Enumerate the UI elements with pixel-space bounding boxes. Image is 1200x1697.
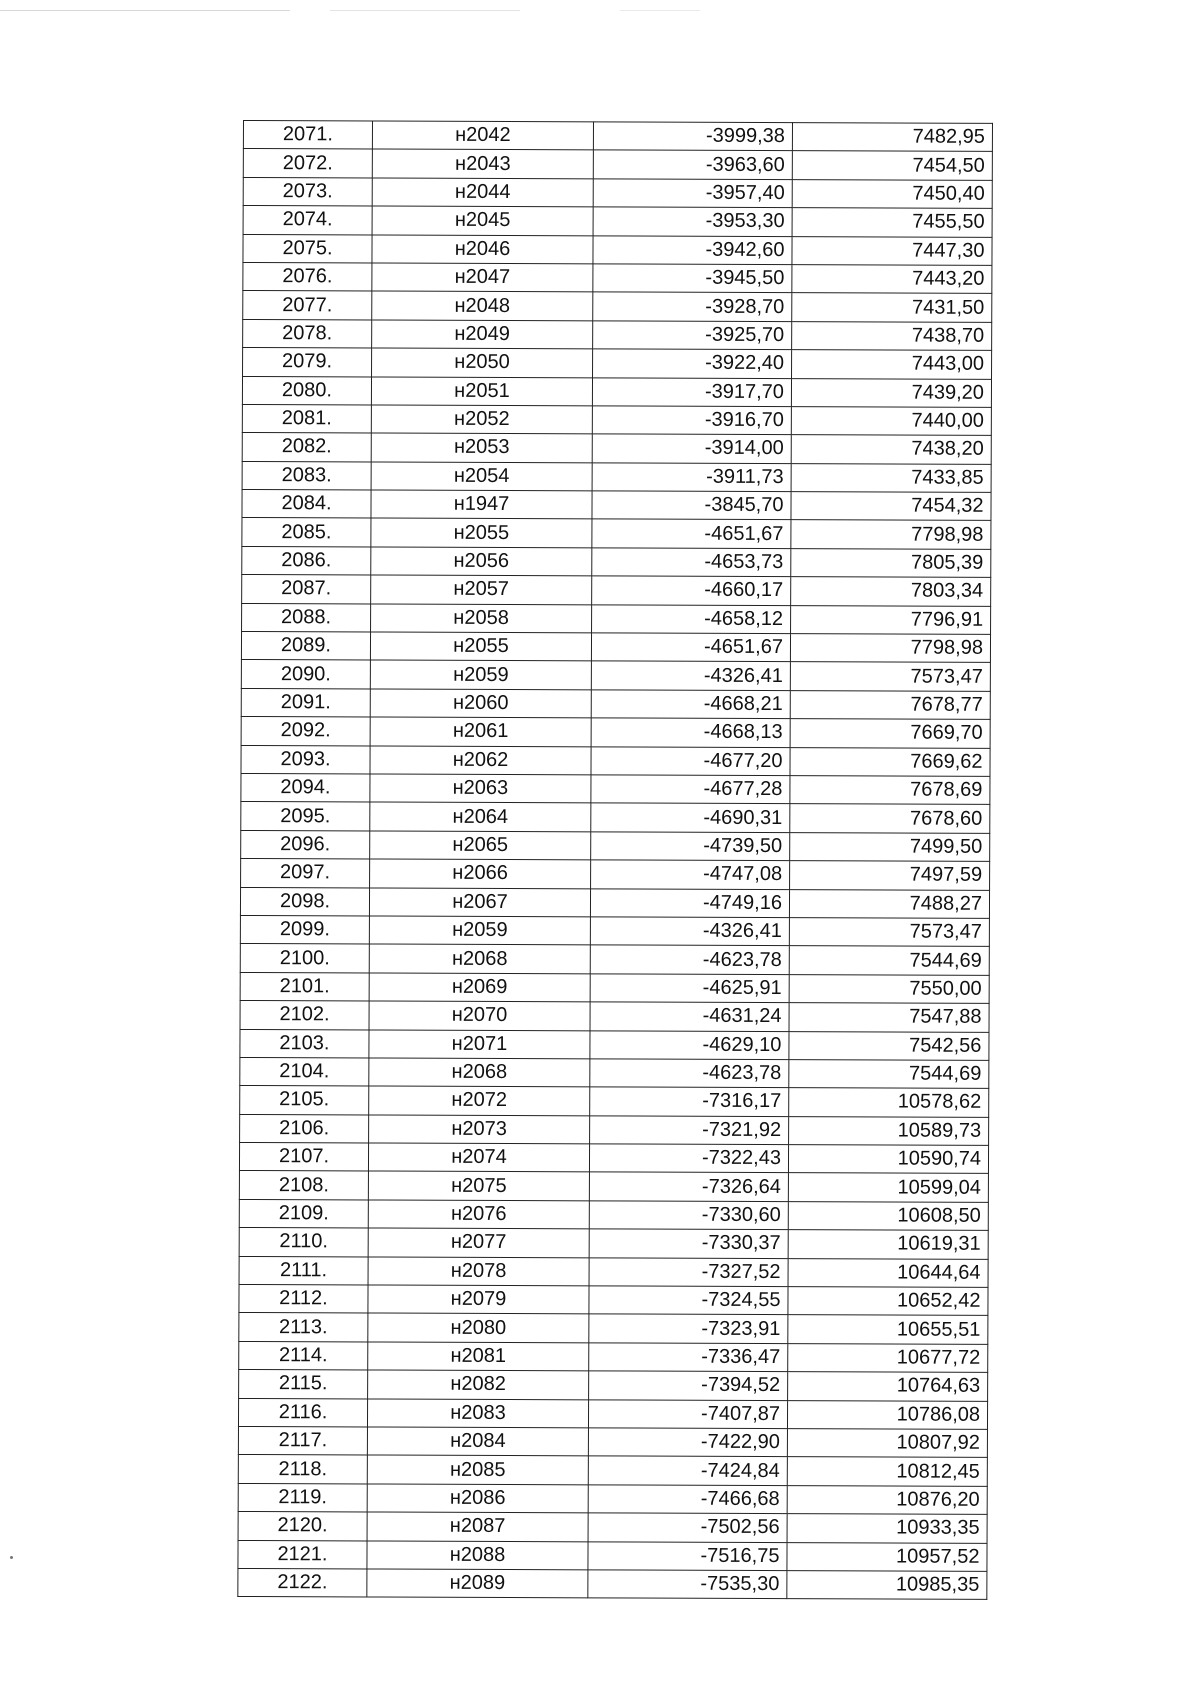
y-coordinate-cell: 7455,50 — [792, 208, 992, 237]
row-number-cell: 2104. — [240, 1057, 369, 1086]
x-coordinate-cell: -4660,17 — [592, 576, 791, 605]
row-number-cell: 2095. — [241, 802, 370, 831]
row-number-cell: 2073. — [243, 177, 372, 206]
y-coordinate-cell: 7547,88 — [789, 1003, 989, 1032]
x-coordinate-cell: -4651,67 — [592, 519, 791, 548]
row-number-cell: 2075. — [243, 234, 372, 263]
row-number-cell: 2084. — [242, 490, 371, 519]
point-name-cell: н2064 — [370, 802, 591, 831]
point-name-cell: н2086 — [367, 1484, 588, 1513]
x-coordinate-cell: -7407,87 — [588, 1399, 787, 1428]
x-coordinate-cell: -4749,16 — [590, 888, 789, 917]
y-coordinate-cell: 7542,56 — [789, 1031, 989, 1060]
x-coordinate-cell: -4326,41 — [590, 917, 789, 946]
table-row — [240, 1057, 989, 1088]
x-coordinate-cell: -4623,78 — [590, 1059, 789, 1088]
point-name-cell: н2083 — [367, 1399, 588, 1428]
y-coordinate-cell: 7438,70 — [792, 321, 992, 350]
table-row — [240, 1029, 989, 1060]
row-number-cell: 2085. — [242, 518, 371, 547]
x-coordinate-cell: -7327,52 — [589, 1257, 788, 1286]
x-coordinate-cell: -7516,75 — [588, 1541, 787, 1570]
table-row — [239, 1313, 988, 1344]
y-coordinate-cell: 7678,60 — [790, 804, 990, 833]
point-name-cell: н2055 — [370, 632, 591, 661]
y-coordinate-cell: 7439,20 — [791, 378, 991, 407]
y-coordinate-cell: 10619,31 — [788, 1230, 988, 1259]
point-name-cell: н2076 — [368, 1200, 589, 1229]
x-coordinate-cell: -7326,64 — [589, 1172, 788, 1201]
y-coordinate-cell: 7454,32 — [791, 492, 991, 521]
table-row — [239, 1171, 988, 1202]
point-name-cell: н2043 — [372, 149, 593, 178]
y-coordinate-cell: 10608,50 — [788, 1201, 988, 1230]
y-coordinate-cell: 7440,00 — [791, 407, 991, 436]
x-coordinate-cell: -7424,84 — [588, 1456, 787, 1485]
y-coordinate-cell: 10933,35 — [787, 1514, 987, 1543]
table-row — [243, 121, 992, 152]
x-coordinate-cell: -7502,56 — [588, 1513, 787, 1542]
point-name-cell: н2049 — [372, 320, 593, 349]
x-coordinate-cell: -7330,60 — [589, 1201, 788, 1230]
point-name-cell: н2072 — [369, 1086, 590, 1115]
table-row — [239, 1256, 988, 1287]
table-row — [238, 1483, 987, 1514]
table-row — [239, 1341, 988, 1372]
y-coordinate-cell: 7499,50 — [790, 832, 990, 861]
x-coordinate-cell: -4631,24 — [590, 1002, 789, 1031]
point-name-cell: н2059 — [370, 660, 591, 689]
y-coordinate-cell: 7443,00 — [792, 350, 992, 379]
point-name-cell: н2070 — [369, 1001, 590, 1030]
table-row — [242, 433, 991, 464]
y-coordinate-cell: 10652,42 — [788, 1287, 988, 1316]
y-coordinate-cell: 7544,69 — [789, 1059, 989, 1088]
x-coordinate-cell: -3914,00 — [592, 434, 791, 463]
row-number-cell: 2086. — [242, 546, 371, 575]
point-name-cell: н2052 — [371, 405, 592, 434]
table-row — [242, 490, 991, 521]
x-coordinate-cell: -7336,47 — [589, 1343, 788, 1372]
table-row — [242, 461, 991, 492]
x-coordinate-cell: -3916,70 — [592, 406, 791, 435]
y-coordinate-cell: 7443,20 — [792, 265, 992, 294]
point-name-cell: н2042 — [372, 121, 593, 150]
point-name-cell: н2060 — [370, 689, 591, 718]
point-name-cell: н2068 — [369, 944, 590, 973]
y-coordinate-cell: 7798,98 — [790, 634, 990, 663]
row-number-cell: 2094. — [241, 773, 370, 802]
y-coordinate-cell: 7798,98 — [791, 520, 991, 549]
y-coordinate-cell: 7431,50 — [792, 293, 992, 322]
table-row — [242, 376, 991, 407]
x-coordinate-cell: -7321,92 — [590, 1116, 789, 1145]
y-coordinate-cell: 10590,74 — [788, 1145, 988, 1174]
table-row — [241, 660, 990, 691]
x-coordinate-cell: -4653,73 — [592, 548, 791, 577]
row-number-cell: 2121. — [238, 1540, 367, 1569]
table-row — [239, 1285, 988, 1316]
point-name-cell: н2054 — [371, 462, 592, 491]
row-number-cell: 2101. — [240, 972, 369, 1001]
y-coordinate-cell: 7433,85 — [791, 463, 991, 492]
x-coordinate-cell: -4625,91 — [590, 974, 789, 1003]
x-coordinate-cell: -7316,17 — [590, 1087, 789, 1116]
y-coordinate-cell: 10786,08 — [787, 1400, 987, 1429]
point-name-cell: н2062 — [370, 746, 591, 775]
row-number-cell: 2088. — [242, 603, 371, 632]
x-coordinate-cell: -7324,55 — [589, 1286, 788, 1315]
point-name-cell: н2077 — [368, 1228, 589, 1257]
table-row — [242, 575, 991, 606]
row-number-cell: 2111. — [239, 1256, 368, 1285]
point-name-cell: н2071 — [369, 1029, 590, 1058]
table-row — [238, 1512, 987, 1543]
y-coordinate-cell: 10655,51 — [788, 1315, 988, 1344]
row-number-cell: 2093. — [241, 745, 370, 774]
y-coordinate-cell: 7450,40 — [792, 179, 992, 208]
row-number-cell: 2089. — [241, 632, 370, 661]
table-row — [242, 603, 991, 634]
x-coordinate-cell: -4668,13 — [591, 718, 790, 747]
row-number-cell: 2081. — [242, 404, 371, 433]
point-name-cell: н2068 — [369, 1058, 590, 1087]
row-number-cell: 2083. — [242, 461, 371, 490]
x-coordinate-cell: -3911,73 — [592, 463, 791, 492]
point-name-cell: н2065 — [370, 831, 591, 860]
x-coordinate-cell: -3945,50 — [593, 264, 792, 293]
row-number-cell: 2116. — [238, 1398, 367, 1427]
y-coordinate-cell: 7796,91 — [791, 605, 991, 634]
x-coordinate-cell: -4651,67 — [591, 633, 790, 662]
table-row — [238, 1398, 987, 1429]
y-coordinate-cell: 7488,27 — [789, 889, 989, 918]
point-name-cell: н2073 — [369, 1115, 590, 1144]
point-name-cell: н2080 — [368, 1313, 589, 1342]
y-coordinate-cell: 7438,20 — [791, 435, 991, 464]
y-coordinate-cell: 7805,39 — [791, 548, 991, 577]
coordinates-table-body — [238, 121, 993, 1600]
row-number-cell: 2092. — [241, 717, 370, 746]
y-coordinate-cell: 7678,77 — [790, 690, 990, 719]
y-coordinate-cell: 7482,95 — [792, 123, 992, 152]
x-coordinate-cell: -4690,31 — [591, 803, 790, 832]
table-row — [240, 887, 989, 918]
table-row — [243, 291, 992, 322]
x-coordinate-cell: -7323,91 — [589, 1314, 788, 1343]
table-row — [242, 404, 991, 435]
y-coordinate-cell: 7550,00 — [789, 974, 989, 1003]
point-name-cell: н2055 — [371, 518, 592, 547]
x-coordinate-cell: -3999,38 — [593, 122, 792, 151]
table-row — [239, 1143, 988, 1174]
x-coordinate-cell: -7422,90 — [588, 1428, 787, 1457]
point-name-cell: н2057 — [371, 575, 592, 604]
table-row — [243, 177, 992, 208]
x-coordinate-cell: -4326,41 — [591, 661, 790, 690]
x-coordinate-cell: -4629,10 — [590, 1030, 789, 1059]
table-row — [238, 1455, 987, 1486]
point-name-cell: н2044 — [372, 178, 593, 207]
y-coordinate-cell: 7573,47 — [790, 662, 990, 691]
table-row — [241, 802, 990, 833]
table-row — [243, 149, 992, 180]
point-name-cell: н2081 — [368, 1342, 589, 1371]
row-number-cell: 2113. — [239, 1313, 368, 1342]
x-coordinate-cell: -4668,21 — [591, 690, 790, 719]
x-coordinate-cell: -7394,52 — [589, 1371, 788, 1400]
table-row — [242, 518, 991, 549]
row-number-cell: 2106. — [240, 1114, 369, 1143]
y-coordinate-cell: 10589,73 — [789, 1116, 989, 1145]
row-number-cell: 2080. — [242, 376, 371, 405]
table-row — [241, 859, 990, 890]
table-row — [239, 1199, 988, 1230]
row-number-cell: 2087. — [242, 575, 371, 604]
y-coordinate-cell: 10812,45 — [787, 1457, 987, 1486]
table-row — [240, 915, 989, 946]
table-row — [239, 1370, 988, 1401]
table-row — [241, 745, 990, 776]
row-number-cell: 2102. — [240, 1001, 369, 1030]
point-name-cell: н2051 — [371, 377, 592, 406]
point-name-cell: н2082 — [368, 1370, 589, 1399]
x-coordinate-cell: -7330,37 — [589, 1229, 788, 1258]
y-coordinate-cell: 10644,64 — [788, 1258, 988, 1287]
y-coordinate-cell: 7803,34 — [791, 577, 991, 606]
table-row — [240, 972, 989, 1003]
table-row — [239, 1228, 988, 1259]
table-row — [242, 546, 991, 577]
point-name-cell: н2059 — [369, 916, 590, 945]
x-coordinate-cell: -7535,30 — [588, 1570, 787, 1599]
point-name-cell: н2089 — [367, 1569, 588, 1598]
x-coordinate-cell: -7466,68 — [588, 1485, 787, 1514]
row-number-cell: 2114. — [239, 1341, 368, 1370]
row-number-cell: 2109. — [239, 1199, 368, 1228]
point-name-cell: н2048 — [372, 291, 593, 320]
table-row — [238, 1426, 987, 1457]
row-number-cell: 2115. — [239, 1370, 368, 1399]
row-number-cell: 2098. — [240, 887, 369, 916]
row-number-cell: 2072. — [243, 149, 372, 178]
y-coordinate-cell: 7447,30 — [792, 236, 992, 265]
x-coordinate-cell: -7322,43 — [589, 1144, 788, 1173]
x-coordinate-cell: -4747,08 — [591, 860, 790, 889]
row-number-cell: 2105. — [240, 1086, 369, 1115]
point-name-cell: н2085 — [367, 1455, 588, 1484]
table-row — [238, 1568, 987, 1599]
point-name-cell: н2061 — [370, 717, 591, 746]
point-name-cell: н2079 — [368, 1285, 589, 1314]
point-name-cell: н2067 — [369, 888, 590, 917]
row-number-cell: 2108. — [239, 1171, 368, 1200]
y-coordinate-cell: 7678,69 — [790, 776, 990, 805]
row-number-cell: 2110. — [239, 1228, 368, 1257]
x-coordinate-cell: -4623,78 — [590, 945, 789, 974]
point-name-cell: н2047 — [372, 263, 593, 292]
table-row — [240, 1001, 989, 1032]
table-row — [240, 1114, 989, 1145]
point-name-cell: н2045 — [372, 206, 593, 235]
y-coordinate-cell: 7573,47 — [789, 918, 989, 947]
scan-speck — [10, 1556, 13, 1559]
y-coordinate-cell: 7669,62 — [790, 747, 990, 776]
row-number-cell: 2077. — [243, 291, 372, 320]
row-number-cell: 2074. — [243, 206, 372, 235]
table-row — [241, 717, 990, 748]
y-coordinate-cell: 7497,59 — [790, 861, 990, 890]
point-name-cell: н2069 — [369, 973, 590, 1002]
point-name-cell: н2063 — [370, 774, 591, 803]
x-coordinate-cell: -3928,70 — [593, 292, 792, 321]
table-row — [243, 319, 992, 350]
row-number-cell: 2103. — [240, 1029, 369, 1058]
point-name-cell: н2050 — [372, 348, 593, 377]
point-name-cell: н1947 — [371, 490, 592, 519]
x-coordinate-cell: -3963,60 — [593, 150, 792, 179]
table-row — [243, 348, 992, 379]
point-name-cell: н2074 — [368, 1143, 589, 1172]
x-coordinate-cell: -3922,40 — [593, 349, 792, 378]
row-number-cell: 2122. — [238, 1568, 367, 1597]
row-number-cell: 2100. — [240, 944, 369, 973]
y-coordinate-cell: 7669,70 — [790, 719, 990, 748]
x-coordinate-cell: -3953,30 — [593, 207, 792, 236]
point-name-cell: н2087 — [367, 1512, 588, 1541]
y-coordinate-cell: 10578,62 — [789, 1088, 989, 1117]
x-coordinate-cell: -4677,28 — [591, 775, 790, 804]
y-coordinate-cell: 10764,63 — [788, 1372, 988, 1401]
table-row — [238, 1540, 987, 1571]
y-coordinate-cell: 7544,69 — [789, 946, 989, 975]
x-coordinate-cell: -3845,70 — [592, 491, 791, 520]
y-coordinate-cell: 10599,04 — [788, 1173, 988, 1202]
table-row — [241, 632, 990, 663]
row-number-cell: 2082. — [242, 433, 371, 462]
y-coordinate-cell: 10957,52 — [787, 1542, 987, 1571]
point-name-cell: н2066 — [370, 859, 591, 888]
y-coordinate-cell: 10677,72 — [788, 1343, 988, 1372]
x-coordinate-cell: -3957,40 — [593, 179, 792, 208]
row-number-cell: 2090. — [241, 660, 370, 689]
point-name-cell: н2058 — [371, 604, 592, 633]
row-number-cell: 2079. — [243, 348, 372, 377]
row-number-cell: 2097. — [241, 859, 370, 888]
table-row — [243, 234, 992, 265]
y-coordinate-cell: 10807,92 — [787, 1429, 987, 1458]
table-row — [243, 206, 992, 237]
x-coordinate-cell: -4739,50 — [591, 832, 790, 861]
table-row — [241, 688, 990, 719]
y-coordinate-cell: 10876,20 — [787, 1485, 987, 1514]
row-number-cell: 2119. — [238, 1483, 367, 1512]
table-row — [240, 944, 989, 975]
x-coordinate-cell: -3942,60 — [593, 235, 792, 264]
row-number-cell: 2071. — [243, 121, 372, 150]
table-row — [241, 773, 990, 804]
x-coordinate-cell: -3925,70 — [593, 321, 792, 350]
row-number-cell: 2112. — [239, 1285, 368, 1314]
table-row — [243, 262, 992, 293]
row-number-cell: 2120. — [238, 1512, 367, 1541]
row-number-cell: 2118. — [238, 1455, 367, 1484]
y-coordinate-cell: 7454,50 — [792, 151, 992, 180]
row-number-cell: 2091. — [241, 688, 370, 717]
point-name-cell: н2056 — [371, 547, 592, 576]
table-row — [240, 1086, 989, 1117]
x-coordinate-cell: -4658,12 — [592, 604, 791, 633]
point-name-cell: н2053 — [371, 433, 592, 462]
row-number-cell: 2076. — [243, 262, 372, 291]
point-name-cell: н2075 — [368, 1171, 589, 1200]
row-number-cell: 2099. — [240, 915, 369, 944]
point-name-cell: н2078 — [368, 1257, 589, 1286]
x-coordinate-cell: -3917,70 — [592, 377, 791, 406]
table-row — [241, 830, 990, 861]
x-coordinate-cell: -4677,20 — [591, 746, 790, 775]
row-number-cell: 2096. — [241, 830, 370, 859]
row-number-cell: 2117. — [238, 1426, 367, 1455]
row-number-cell: 2107. — [239, 1143, 368, 1172]
point-name-cell: н2088 — [367, 1541, 588, 1570]
y-coordinate-cell: 10985,35 — [787, 1571, 987, 1600]
point-name-cell: н2084 — [367, 1427, 588, 1456]
point-name-cell: н2046 — [372, 235, 593, 264]
row-number-cell: 2078. — [243, 319, 372, 348]
scan-top-edge — [0, 10, 1200, 11]
coordinates-table — [237, 120, 993, 1600]
